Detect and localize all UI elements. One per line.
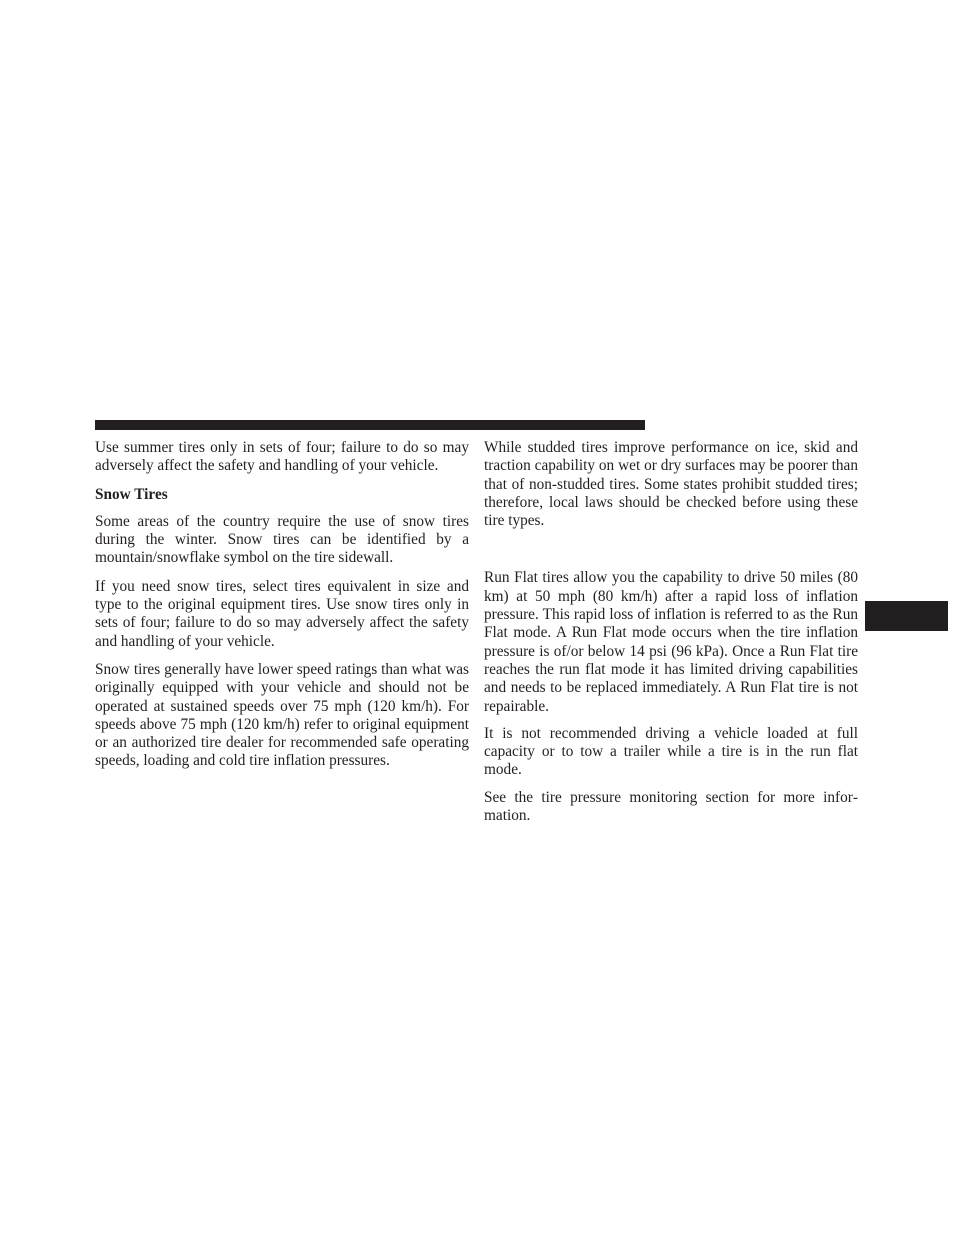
- paragraph-snow-tires-3: Snow tires generally have lower speed ratings than what was originally equipped with your vehicle and should not be operated at sustained speeds over 75 mph (120 km/h). For speeds above 75 mph (120 km/h) refer to original equipment or an authorized tire dealer for recommended safe operating speeds, loading and cold tire inflation pressures.: [95, 660, 469, 770]
- left-column: [95, 439, 469, 771]
- section-top-rule: [95, 420, 645, 430]
- paragraph-run-flat-3: See the tire pressure monitoring section for more information.: [484, 788, 858, 825]
- right-column: [484, 439, 858, 825]
- paragraph-run-flat-1: Run Flat tires allow you the capability to drive 50 miles (80 km) at 50 mph (80 km/h) after a rapid loss of inflation pressure. This rapid loss of inflation is referred to as the Run Flat mode. A Run Flat mode occurs when the tire inflation pressure is of/or below 14 psi (96 kPa). Once a Run Flat tire reaches the run flat mode it has limited driving capabilities and needs to be replaced immediately. A Run Flat tire is not repairable.: [484, 569, 858, 715]
- paragraph-snow-tires-2: If you need snow tires, select tires equivalent in size and type to the original equipment tires. Use snow tires only in sets of four; failure to do so may adversely affect the safety and handling of your vehicle.: [95, 577, 469, 650]
- paragraph-snow-tires-1: Some areas of the country require the use of snow tires during the winter. Snow tires can be identified by a mountain/snowflake symbol on the tire sidewall.: [95, 512, 469, 567]
- paragraph-summer-tires: Use summer tires only in sets of four; failure to do so may adversely affect the safety and handling of your vehicle.: [95, 439, 469, 475]
- paragraph-run-flat-2: It is not recommended driving a vehicle loaded at full capacity or to tow a trailer while a tire is in the run flat mode.: [484, 724, 858, 779]
- paragraph-studded-tires: While studded tires improve performance on ice, skid and traction capability on wet or dry surfaces may be poorer than that of non-studded tires. Some states prohibit studded tires; therefore, local laws should be checked before using these tire types.: [484, 439, 858, 530]
- chapter-tab-marker: [865, 601, 948, 631]
- heading-snow-tires: Snow Tires: [95, 485, 168, 503]
